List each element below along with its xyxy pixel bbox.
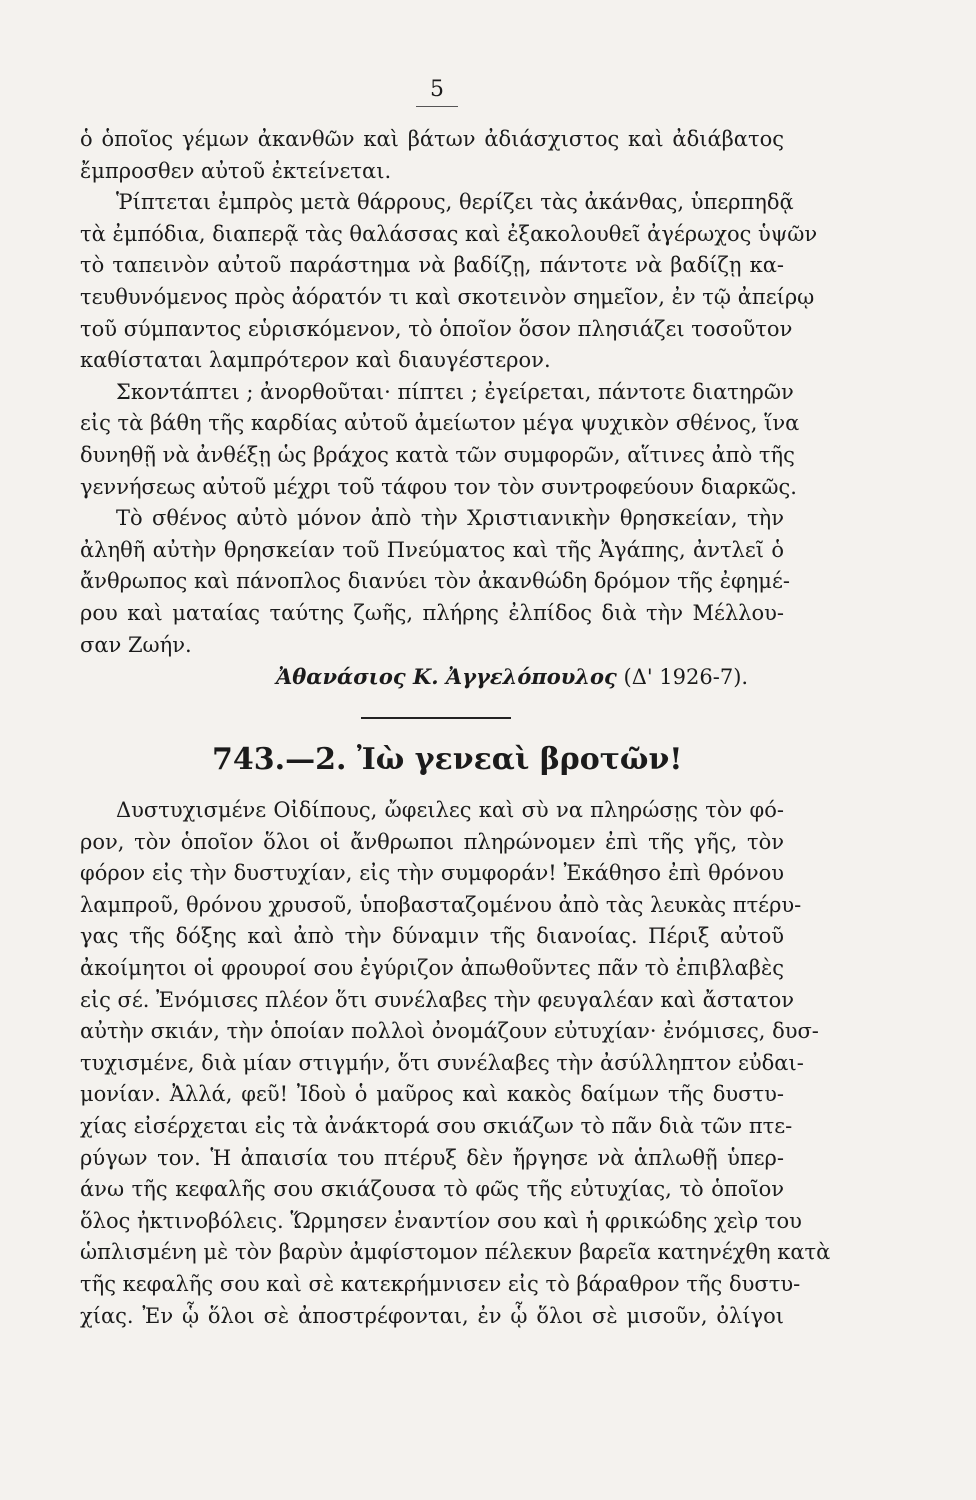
text-line: δυνηθῇ νὰ ἀνθέξῃ ὡς βράχος κατὰ τῶν συμφορῶν, αἵτινες ἀπὸ τῆς — [80, 442, 795, 467]
text-line: ὡπλισμένη μὲ τὸν βαρὺν ἀμφίστομον πέλεκυν βαρεῖα κατηνέχθη κατὰ — [80, 1240, 831, 1265]
signature — [276, 661, 784, 693]
text-line: Ῥίπτεται ἐμπρὸς μετὰ θάρρους, θερίζει τὰς ἀκάνθας, ὑπερπηδᾷ — [116, 190, 794, 215]
text-line: Δυστυχισμένε Οἰδίπους, ὤφειλες καὶ σὺ να πληρώσῃς τὸν φό- — [116, 798, 784, 823]
text-line: λαμπροῦ, θρόνου χρυσοῦ, ὑποβασταζομένου ἀπὸ τὰς λευκὰς πτέρυ- — [80, 892, 802, 917]
text-line: αὐτὴν σκιάν, τὴν ὁποίαν πολλοὶ ὀνομάζουν εὐτυχίαν· ἐνόμισες, δυσ- — [80, 1019, 819, 1044]
text-line: Σκοντάπτει ; ἀνορθοῦται· πίπτει ; ἐγείρεται, πάντοτε διατηρῶν — [116, 379, 794, 404]
text-line: άνω τῆς κεφαλῆς σου σκιάζουσα τὸ φῶς τῆς εὐτυχίας, τὸ ὁποῖον — [80, 1177, 784, 1202]
text-line: εἰς σέ. Ἐνόμισες πλέον ὅτι συνέλαβες τὴν φευγαλέαν καὶ ἄστατον — [80, 987, 794, 1012]
text-line: εἰς τὰ βάθη τῆς καρδίας αὐτοῦ ἀμείωτον μέγα ψυχικὸν σθένος, ἵνα — [80, 411, 800, 436]
text-line: ἔμπροσθεν αὐτοῦ ἐκτείνεται. — [80, 158, 392, 183]
text-line: ρύγων τον. Ἡ ἀπαισία του πτέρυξ δὲν ἤργησε νὰ ἁπλωθῇ ὑπερ- — [80, 1145, 784, 1170]
text-line: Τὸ σθένος αὐτὸ μόνον ἀπὸ τὴν Χριστιανικὴν θρησκείαν, τὴν — [116, 506, 784, 531]
text-line: τὰ ἐμπόδια, διαπερᾷ τὰς θαλάσσας καὶ ἐξακολουθεῖ ἀγέρωχος ὑψῶν — [80, 221, 818, 246]
text-line: μονίαν. Ἀλλά, φεῦ! Ἰδοὺ ὁ μαῦρος καὶ κακὸς δαίμων τῆς δυστυ- — [80, 1082, 784, 1107]
text-line: τυχισμένε, διὰ μίαν στιγμήν, ὅτι συνέλαβες τὴν ἀσύλληπτον εὐδαι- — [80, 1050, 804, 1075]
paragraph — [80, 795, 831, 1332]
text-line: ρον, τὸν ὁποῖον ὅλοι οἱ ἄνθρωποι πληρώνομεν ἐπὶ τῆς γῆς, τὸν — [80, 829, 784, 854]
text-line: ἄνθρωπος καὶ πάνοπλος διανύει τὸν ἀκανθώδη δρόμον τῆς ἐφημέ- — [80, 569, 790, 594]
paragraph — [80, 377, 800, 503]
text-line: ὅλος ἠκτινοβόλεις. Ὥρμησεν ἐναντίον σου καὶ ἡ φρικώδης χεὶρ του — [80, 1208, 802, 1233]
text-line: καθίσταται λαμπρότερον καὶ διαυγέστερον. — [80, 348, 551, 373]
paragraph — [80, 124, 784, 187]
text-line: ἀκοίμητοι οἱ φρουροί σου ἐγύριζον ἀπωθοῦντες πᾶν τὸ ἐπιβλαβὲς — [80, 956, 784, 981]
text-line: τευθυνόμενος πρὸς ἀόρατόν τι καὶ σκοτεινὸν σημεῖον, ἐν τῷ ἀπείρῳ — [80, 284, 815, 309]
text-line: σαν Ζωήν. — [80, 632, 192, 657]
text-line: ἀληθῆ αὐτὴν θρησκείαν τοῦ Πνεύματος καὶ τῆς Ἀγάπης, ἀντλεῖ ὁ — [80, 537, 784, 562]
text-line: γεννήσεως αὐτοῦ μέχρι τοῦ τάφου τον τὸν συντροφεύουν διαρκῶς. — [80, 474, 797, 499]
text-line: τοῦ σύμπαντος εὑρισκόμενον, τὸ ὁποῖον ὅσον πλησιάζει τοσοῦτον — [80, 316, 793, 341]
text-line: ρου καὶ ματαίας ταύτης ζωῆς, πλήρης ἐλπίδος διὰ τὴν Μέλλου- — [80, 600, 784, 625]
text-column — [80, 124, 831, 1332]
author-name: Ἀθανάσιος Κ. Ἀγγελόπουλος — [276, 664, 617, 690]
text-line: χίας. Ἐν ᾧ ὅλοι σὲ ἀποστρέφονται, ἐν ᾧ ὅλοι σὲ μισοῦν, ὀλίγοι — [80, 1303, 784, 1328]
page-number: 5 — [416, 78, 458, 107]
section-heading: 743.—2. Ἰὼ γενεαὶ βροτῶν! — [212, 742, 683, 778]
text-line: φόρον εἰς τὴν δυστυχίαν, εἰς τὴν συμφοράν! Ἐκάθησο ἐπὶ θρόνου — [80, 861, 784, 886]
text-line: τὸ ταπεινὸν αὐτοῦ παράστημα νὰ βαδίζῃ, πάντοτε νὰ βαδίζῃ κα- — [80, 253, 784, 278]
text-line: χίας εἰσέρχεται εἰς τὰ ἀνάκτορά σου σκιάζων τὸ πᾶν διὰ τῶν πτε- — [80, 1114, 793, 1139]
section-divider — [361, 717, 511, 719]
paragraph — [80, 187, 818, 377]
text-line: ὁ ὁποῖος γέμων ἀκανθῶν καὶ βάτων ἀδιάσχιστος καὶ ἀδιάβατος — [80, 127, 784, 151]
source-reference: (Δ' 1926-7). — [623, 665, 749, 690]
text-line: τῆς κεφαλῆς σου καὶ σὲ κατεκρήμνισεν εἰς τὸ βάραθρον τῆς δυστυ- — [80, 1272, 801, 1296]
paragraph — [80, 503, 790, 661]
text-line: γας τῆς δόξης καὶ ἀπὸ τὴν δύναμιν τῆς διανοίας. Πέριξ αὐτοῦ — [80, 924, 784, 949]
